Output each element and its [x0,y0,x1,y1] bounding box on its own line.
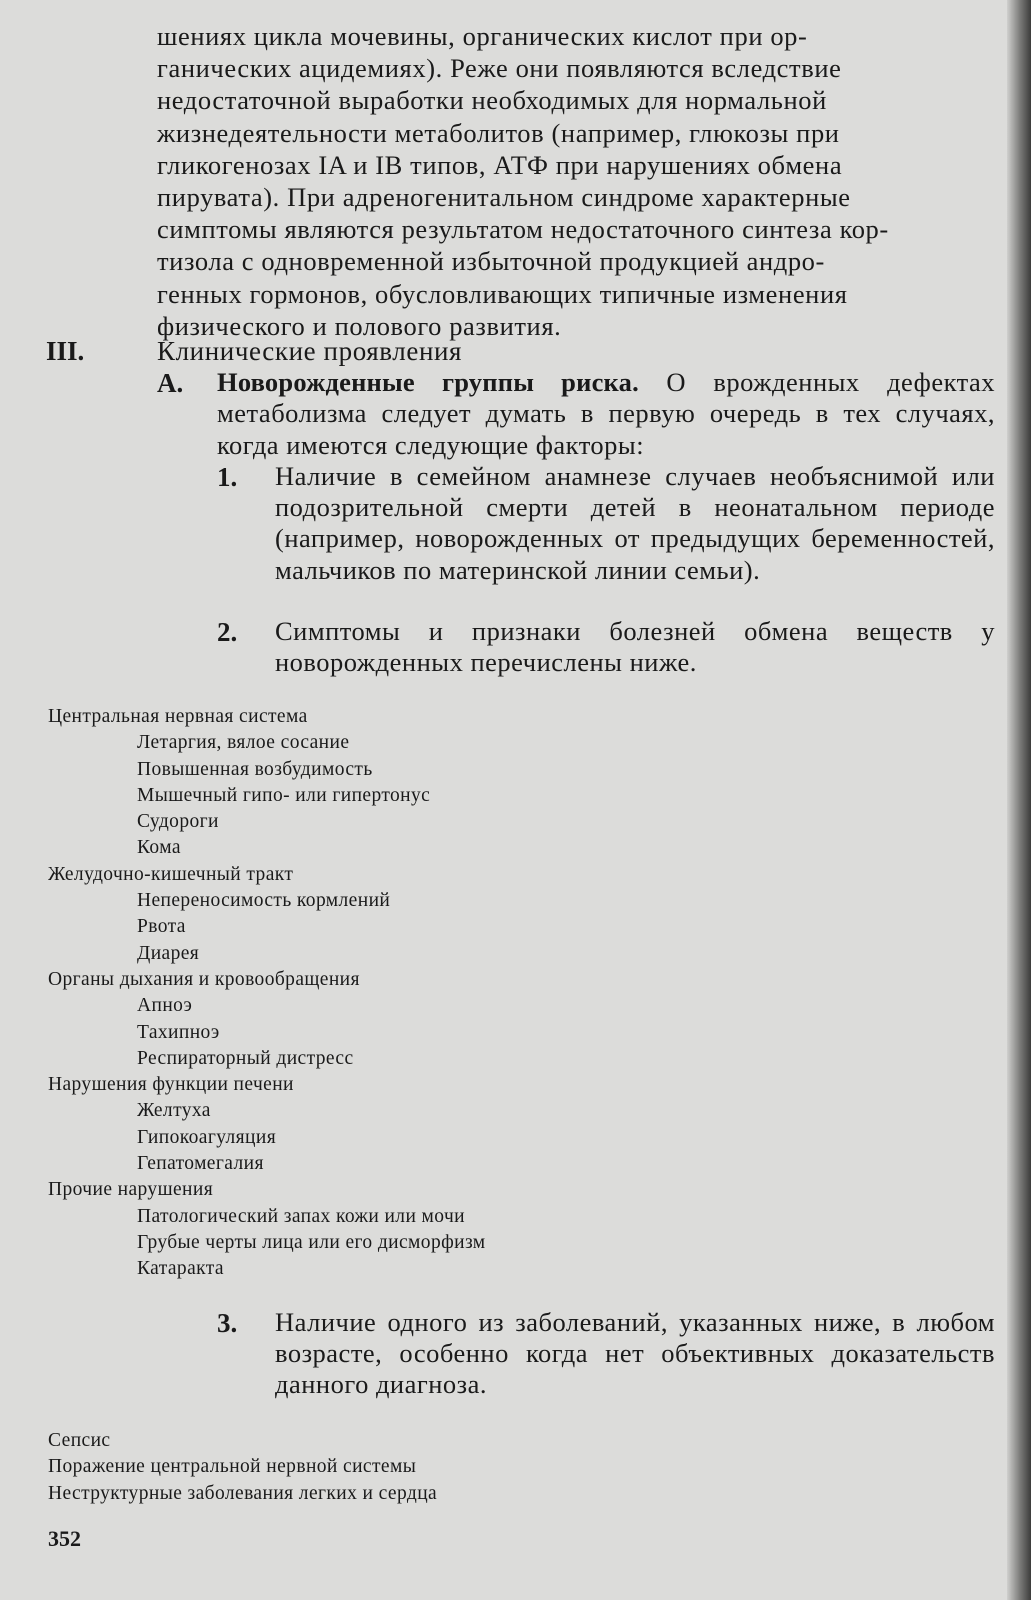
page-binding-edge [1007,0,1031,1600]
symptom-entry: Диарея [137,942,200,964]
symptom-category: Прочие нарушения [48,1179,214,1201]
symptom-entry: Кома [137,837,181,859]
symptom-entry: Апноэ [137,995,193,1017]
intro-line: симптомы являются результатом недостаточного синтеза кор- [157,214,889,245]
item-number: 2. [217,617,238,647]
section-title: Клинические проявления [157,336,463,366]
subsection-letter: А. [157,368,184,398]
intro-line: генных гормонов, обусловливающих типичные изменения [157,278,848,309]
item-number: 1. [217,462,238,492]
symptom-entry: Катаракта [137,1258,224,1280]
symptom-category: Центральная нервная система [48,706,308,727]
symptom-entry: Желтуха [137,1100,211,1122]
symptom-category: Желудочно-кишечный тракт [48,863,294,885]
symptom-entry: Тахипноэ [137,1021,220,1043]
subsection-a-lead: Новорожденные группы риска. [217,367,639,397]
symptom-entry: Мышечный гипо- или гипертонус [137,784,431,806]
intro-line: недостаточной выработки необходимых для нормальной [157,85,827,116]
disease-entry: Поражение центральной нервной системы [48,1456,417,1478]
disease-entry: Сепсис [48,1430,111,1451]
item-number: 3. [217,1308,238,1338]
item-text: Наличие в семейном анамнезе случаев необъяснимой или подозрительной смерти детей в неонатальном периоде (например, новорожденных от предыдущих беременностей, мальчиков по материнской линии семьи). [275,461,995,585]
intro-line: шениях цикла мочевины, органических кислот при ор- [157,21,808,51]
intro-line: гликогенозах IA и IB типов, АТФ при нарушениях обмена [157,149,843,180]
symptom-entry: Гипокоагуляция [137,1126,277,1148]
intro-line: жизнедеятельности метаболитов (например, глюкозы при [157,117,840,148]
symptom-category: Нарушения функции печени [48,1074,294,1096]
symptom-entry: Повышенная возбудимость [137,758,373,780]
symptom-category: Органы дыхания и кровообращения [48,968,360,990]
symptom-entry: Непереносимость кормлений [137,890,391,912]
symptom-entry: Судороги [137,811,219,833]
section-numeral: III. [46,336,85,366]
symptom-entry: Патологический запах кожи или мочи [137,1205,465,1227]
symptom-entry: Гепатомегалия [137,1153,264,1175]
intro-line: тизола с одновременной избыточной продукцией андро- [157,246,825,277]
disease-entry: Неструктурные заболевания легких и сердца [48,1482,438,1504]
symptom-entry: Рвота [137,916,186,938]
diseases-list [48,1428,437,1507]
item-text: Симптомы и признаки болезней обмена веществ у новорожденных перечислены ниже. [275,616,995,678]
symptom-entry: Летаргия, вялое сосание [137,732,350,754]
intro-line: пирувата). При адреногенитальном синдроме характерные [157,182,851,213]
symptom-entry: Респираторный дистресс [137,1047,354,1069]
intro-line: физического и полового развития. [157,310,562,341]
subsection-a-text: О врожденных дефектах метаболизма следует думать в первую очередь в тех случаях, когда имеются следующие факторы: [217,367,996,460]
item-text: Наличие одного из заболеваний, указанных ниже, в любом возрасте, особенно когда нет объективных доказательств данного диагноза. [275,1307,995,1400]
symptoms-list [48,704,648,1283]
symptom-entry: Грубые черты лица или его дисморфизм [137,1231,486,1253]
intro-paragraph [157,20,995,342]
intro-line: ганических ацидемиях). Реже они появляются вследствие [157,53,842,84]
subsection-a-paragraph [217,367,995,461]
page-number: 352 [48,1526,81,1551]
